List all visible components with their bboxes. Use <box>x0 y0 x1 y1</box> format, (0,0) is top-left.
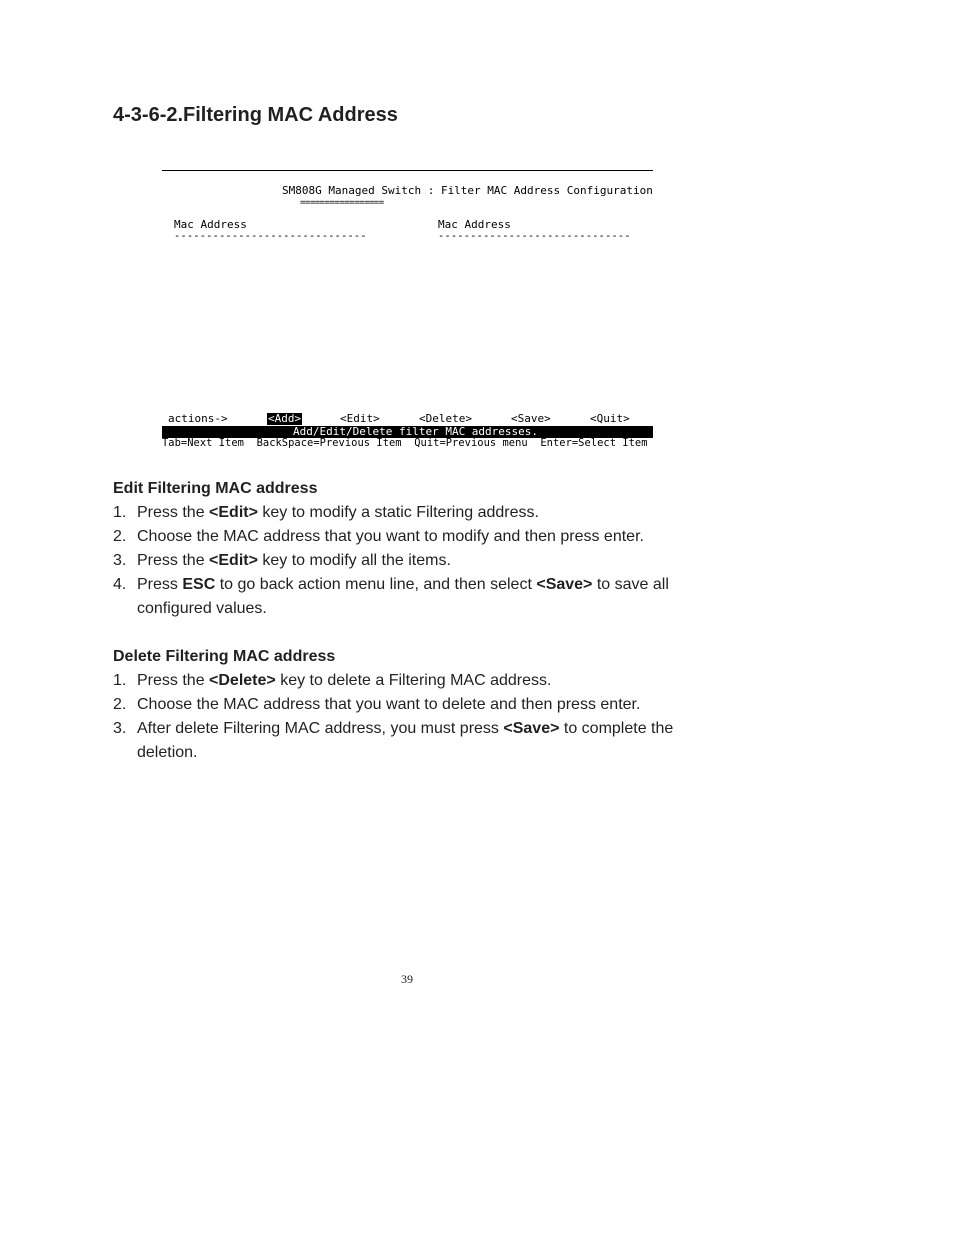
delete-steps-list <box>113 669 733 765</box>
action-menu <box>162 413 653 425</box>
list-item: 1. Press the <Edit> key to modify a static Filtering address. <box>113 504 539 521</box>
add-action[interactable]: <Add> <box>268 412 302 425</box>
page-number: 39 <box>401 972 413 986</box>
list-item: 3. Press the <Edit> key to modify all the items. <box>113 552 451 569</box>
actions-label: actions-> <box>168 412 228 425</box>
delete-action[interactable]: <Delete> <box>419 412 472 425</box>
list-item: 1. Press the <Delete> key to delete a Filtering MAC address. <box>113 672 552 689</box>
edit-filtering-section <box>113 477 733 621</box>
terminal-screenshot <box>162 170 653 449</box>
hint-text: Add/Edit/Delete filter MAC addresses. <box>293 425 539 438</box>
list-item: 4. Press ESC to go back action menu line, and then select <Save> to save all configured values. <box>113 576 669 617</box>
terminal-title-underline: ================= <box>300 198 384 208</box>
key-help-line: Tab=Next Item BackSpace=Previous Item Quit=Previous menu Enter=Select Item <box>162 437 648 449</box>
edit-filtering-title: Edit Filtering MAC address <box>113 480 318 497</box>
delete-filtering-title: Delete Filtering MAC address <box>113 648 336 665</box>
list-item: 2. Choose the MAC address that you want to delete and then press enter. <box>113 696 641 713</box>
column-rule-left: ------------------------------ <box>174 230 367 242</box>
delete-filtering-section <box>113 645 733 765</box>
column-rule-right: ------------------------------ <box>438 230 631 242</box>
edit-steps-list <box>113 501 733 621</box>
list-item: 2. Choose the MAC address that you want to modify and then press enter. <box>113 528 644 545</box>
mac-address-column-header-left: Mac Address <box>174 218 247 231</box>
save-action[interactable]: <Save> <box>511 412 551 425</box>
mac-address-column-header-right: Mac Address <box>438 218 511 231</box>
edit-action[interactable]: <Edit> <box>340 412 380 425</box>
quit-action[interactable]: <Quit> <box>590 412 630 425</box>
terminal-title: SM808G Managed Switch : Filter MAC Address Configuration <box>282 184 653 197</box>
section-heading: 4-3-6-2.Filtering MAC Address <box>113 104 398 126</box>
list-item: 3. After delete Filtering MAC address, you must press <Save> to complete the deletion. <box>113 720 674 761</box>
